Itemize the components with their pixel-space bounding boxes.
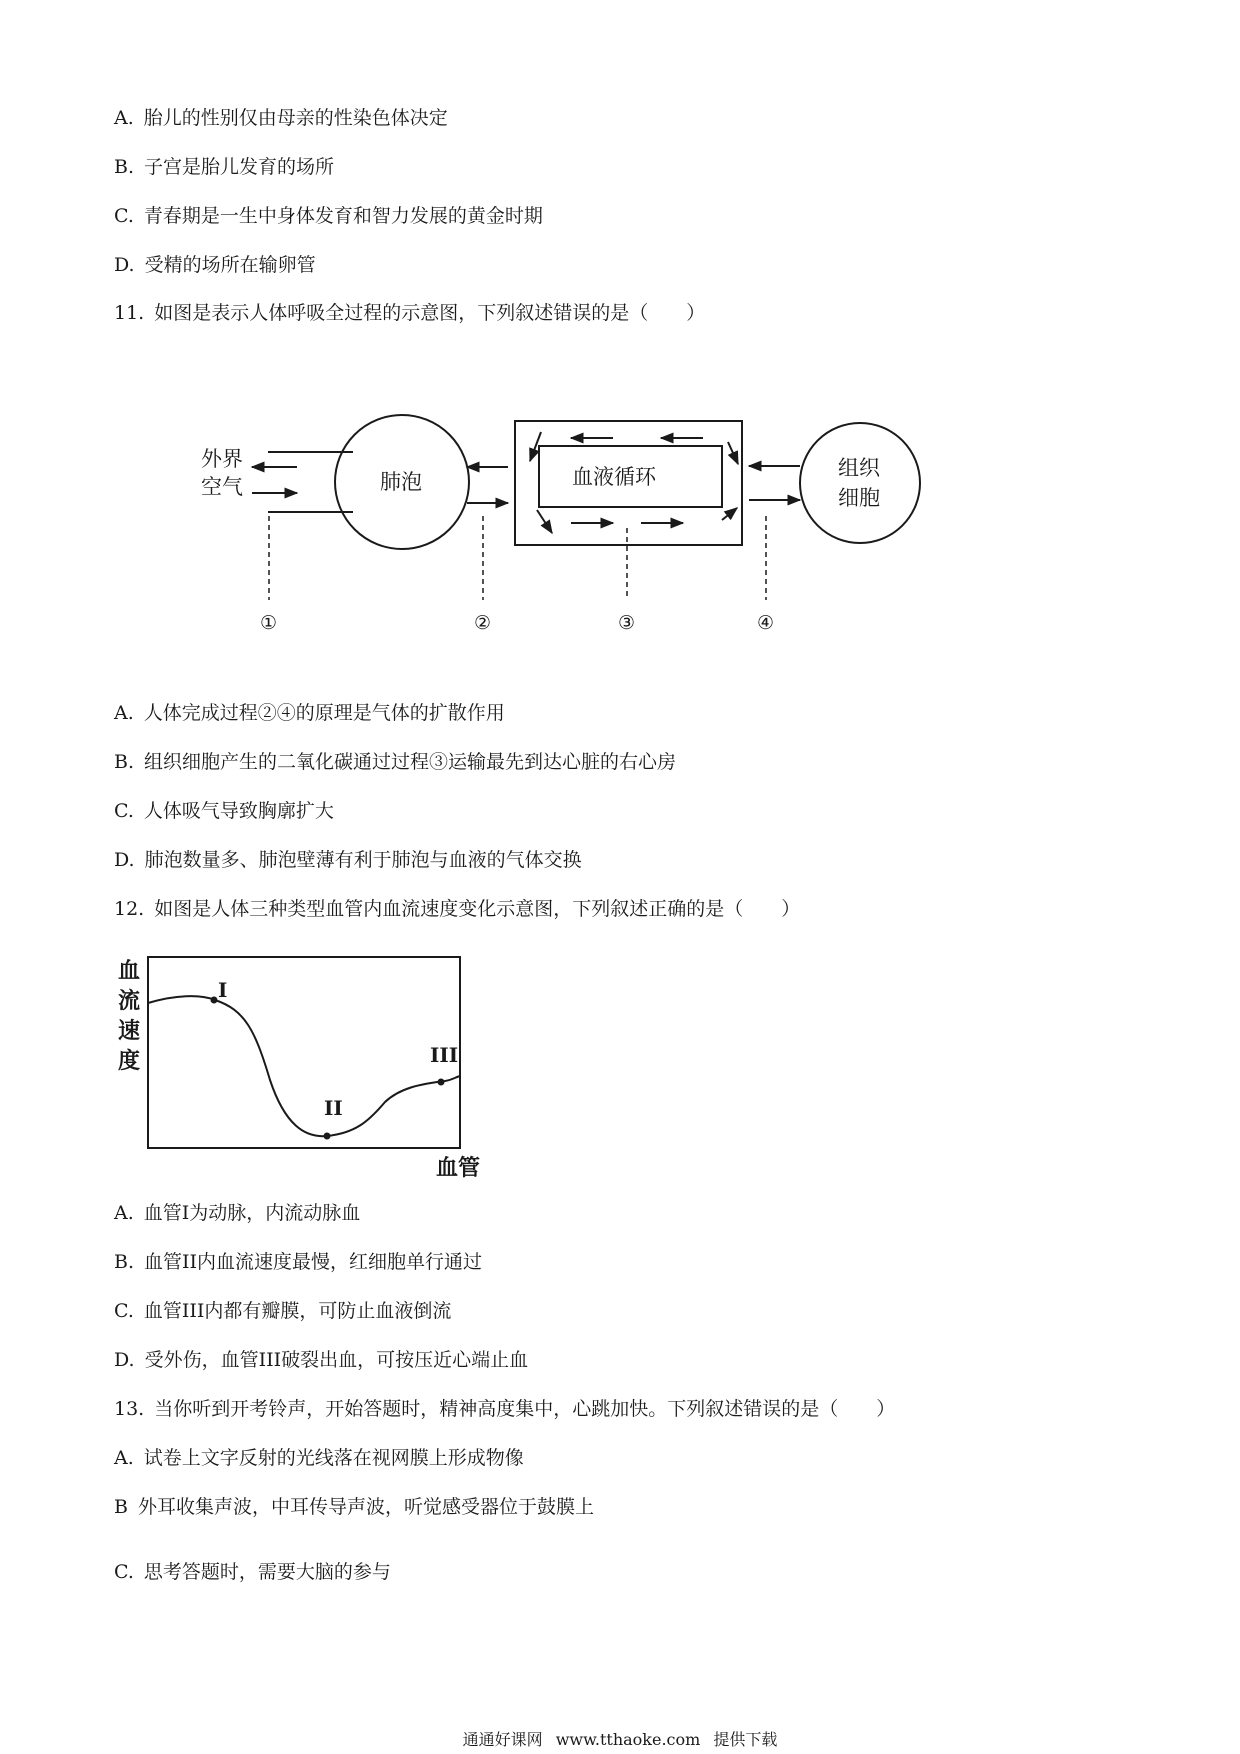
xlabel: 血管 <box>436 1156 481 1181</box>
option-label: A. <box>114 107 134 129</box>
option-text: 血管I为动脉，内流动脉血 <box>143 1202 361 1224</box>
footer-site-name: 通通好课网 <box>462 1730 543 1749</box>
outside-air-label-1: 外界 <box>201 447 243 471</box>
option-text: 受精的场所在输卵管 <box>144 254 316 276</box>
option-label: A. <box>114 1202 134 1224</box>
option-label: A. <box>114 702 134 724</box>
outside-air-label-2: 空气 <box>201 475 243 499</box>
question-number: 11. <box>114 302 145 324</box>
option-text: 试卷上文字反射的光线落在视网膜上形成物像 <box>143 1447 524 1469</box>
point-iii <box>438 1079 445 1086</box>
q13-option-b <box>114 1495 594 1519</box>
blood-circulation-label: 血液循环 <box>572 465 656 489</box>
marker-3: ③ <box>618 612 636 634</box>
point-i <box>211 997 218 1004</box>
chart-frame <box>148 957 460 1148</box>
option-label: C. <box>114 1561 134 1583</box>
option-label: B. <box>114 1251 135 1273</box>
tissue-cell-label-1: 组织 <box>838 456 880 480</box>
page-footer <box>0 1727 1240 1750</box>
option-label: C. <box>114 1300 134 1322</box>
option-label: B. <box>114 156 135 178</box>
marker-4: ④ <box>757 612 775 634</box>
option-text: 青春期是一生中身体发育和智力发展的黄金时期 <box>143 205 543 227</box>
point-ii <box>324 1133 331 1140</box>
question-text: 如图是人体三种类型血管内血流速度变化示意图，下列叙述正确的是（ ） <box>154 898 801 920</box>
question-number: 13. <box>114 1398 145 1420</box>
q12-option-a <box>114 1201 360 1225</box>
question-number: 12. <box>114 898 145 920</box>
q13-option-c <box>114 1560 391 1584</box>
option-label: D. <box>114 1349 135 1371</box>
option-text: 外耳收集声波，中耳传导声波，听觉感受器位于鼓膜上 <box>137 1496 594 1518</box>
question-text: 如图是表示人体呼吸全过程的示意图，下列叙述错误的是（ ） <box>154 302 706 324</box>
option-label: B. <box>114 751 135 773</box>
option-text: 受外伤，血管III破裂出血，可按压近心端止血 <box>144 1349 529 1371</box>
option-text: 人体吸气导致胸廓扩大 <box>143 800 334 822</box>
q12-option-b <box>114 1250 482 1274</box>
ylabel-char-2: 流 <box>118 989 141 1014</box>
q12-option-c <box>114 1299 451 1323</box>
question-text: 当你听到开考铃声，开始答题时，精神高度集中，心跳加快。下列叙述错误的是（ ） <box>154 1398 896 1420</box>
option-text: 胎儿的性别仅由母亲的性染色体决定 <box>143 107 448 129</box>
footer-suffix: 提供下载 <box>713 1730 778 1749</box>
flow-curve <box>148 996 460 1136</box>
option-text: 思考答题时，需要大脑的参与 <box>143 1561 391 1583</box>
q13-option-a <box>114 1446 524 1470</box>
option-text: 子宫是胎儿发育的场所 <box>144 156 335 178</box>
option-label: B <box>114 1496 128 1518</box>
option-label: D. <box>114 849 135 871</box>
option-label: C. <box>114 800 134 822</box>
option-text: 血管III内都有瓣膜，可防止血液倒流 <box>143 1300 452 1322</box>
option-label: C. <box>114 205 134 227</box>
q12-option-d <box>114 1348 528 1372</box>
ylabel-char-4: 度 <box>118 1049 141 1074</box>
tissue-cell-label-2: 细胞 <box>838 486 880 510</box>
marker-2: ② <box>474 612 492 634</box>
point-label-iii: III <box>430 1043 459 1067</box>
option-label: D. <box>114 254 135 276</box>
q13-stem <box>114 1397 895 1421</box>
option-label: A. <box>114 1447 134 1469</box>
footer-url[interactable]: www.tthaoke.com <box>555 1730 701 1749</box>
option-text: 组织细胞产生的二氧化碳通过过程③运输最先到达心脏的右心房 <box>144 751 677 773</box>
marker-1: ① <box>260 612 278 634</box>
alveoli-label: 肺泡 <box>380 470 422 494</box>
ylabel-char-1: 血 <box>118 959 141 984</box>
option-text: 人体完成过程②④的原理是气体的扩散作用 <box>143 702 505 724</box>
point-label-ii: II <box>324 1096 343 1120</box>
option-text: 血管II内血流速度最慢，红细胞单行通过 <box>144 1251 483 1273</box>
ylabel-char-3: 速 <box>118 1019 141 1044</box>
option-text: 肺泡数量多、肺泡壁薄有利于肺泡与血液的气体交换 <box>144 849 582 871</box>
point-label-i: I <box>218 978 228 1002</box>
